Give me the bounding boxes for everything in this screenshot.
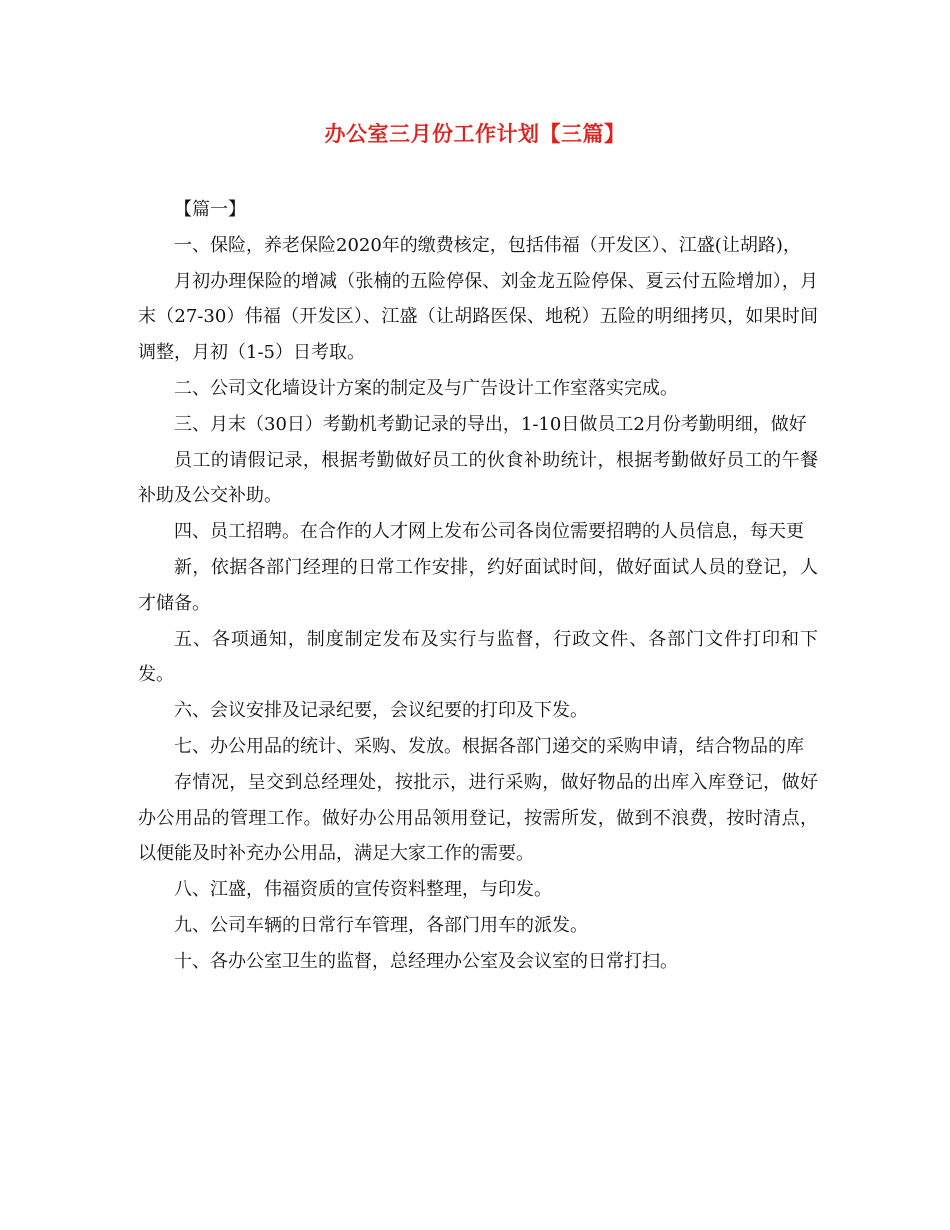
paragraph-item-9: 九、公司车辆的日常行车管理，各部门用车的派发。 xyxy=(174,914,588,936)
section-heading: 【篇一】 xyxy=(174,199,246,220)
paragraph-item-8: 八、江盛，伟福资质的宣传资料整理，与印发。 xyxy=(174,879,552,901)
paragraph-item-7: 七、办公用品的统计、采购、发放。根据各部门递交的采购申请，结合物品的库 xyxy=(174,735,804,757)
paragraph-item-1-cont: 月初办理保险的增减（张楠的五险停保、刘金龙五险停保、夏云付五险增加），月末（27-30）伟福（开发区）、江盛（让胡路医保、地税）五险的明细拷贝，如果时间调整，月初（1-5）日考取。 xyxy=(138,270,818,364)
paragraph-item-6: 六、会议安排及记录纪要，会议纪要的打印及下发。 xyxy=(174,700,588,722)
paragraph-item-3-cont: 员工的请假记录，根据考勤做好员工的伙食补助统计，根据考勤做好员工的午餐补助及公交补助。 xyxy=(138,449,818,507)
paragraph-item-4: 四、员工招聘。在合作的人才网上发布公司各岗位需要招聘的人员信息，每天更 xyxy=(174,521,804,543)
paragraph-item-10: 十、各办公室卫生的监督，总经理办公室及会议室的日常打扫。 xyxy=(174,950,678,972)
paragraph-item-2: 二、公司文化墙设计方案的制定及与广告设计工作室落实完成。 xyxy=(174,377,678,399)
document-title: 办公室三月份工作计划【三篇】 xyxy=(324,121,626,146)
paragraph-item-7-cont: 存情况，呈交到总经理处，按批示，进行采购，做好物品的出库入库登记，做好办公用品的管理工作。做好办公用品领用登记，按需所发，做到不浪费，按时清点，以便能及时补充办公用品，满足大家工作的需要。 xyxy=(138,771,818,865)
document-body xyxy=(138,192,818,980)
paragraph-item-1: 一、保险，养老保险2020年的缴费核定，包括伟福（开发区）、江盛(让胡路)， xyxy=(174,234,801,256)
paragraph-item-4-cont: 新，依据各部门经理的日常工作安排，约好面试时间，做好面试人员的登记，人才储备。 xyxy=(138,556,818,614)
paragraph-item-5: 五、各项通知，制度制定发布及实行与监督，行政文件、各部门文件打印和下发。 xyxy=(138,628,818,686)
paragraph-item-3: 三、月末（30日）考勤机考勤记录的导出，1-10日做员工2月份考勤明细，做好 xyxy=(174,413,807,435)
